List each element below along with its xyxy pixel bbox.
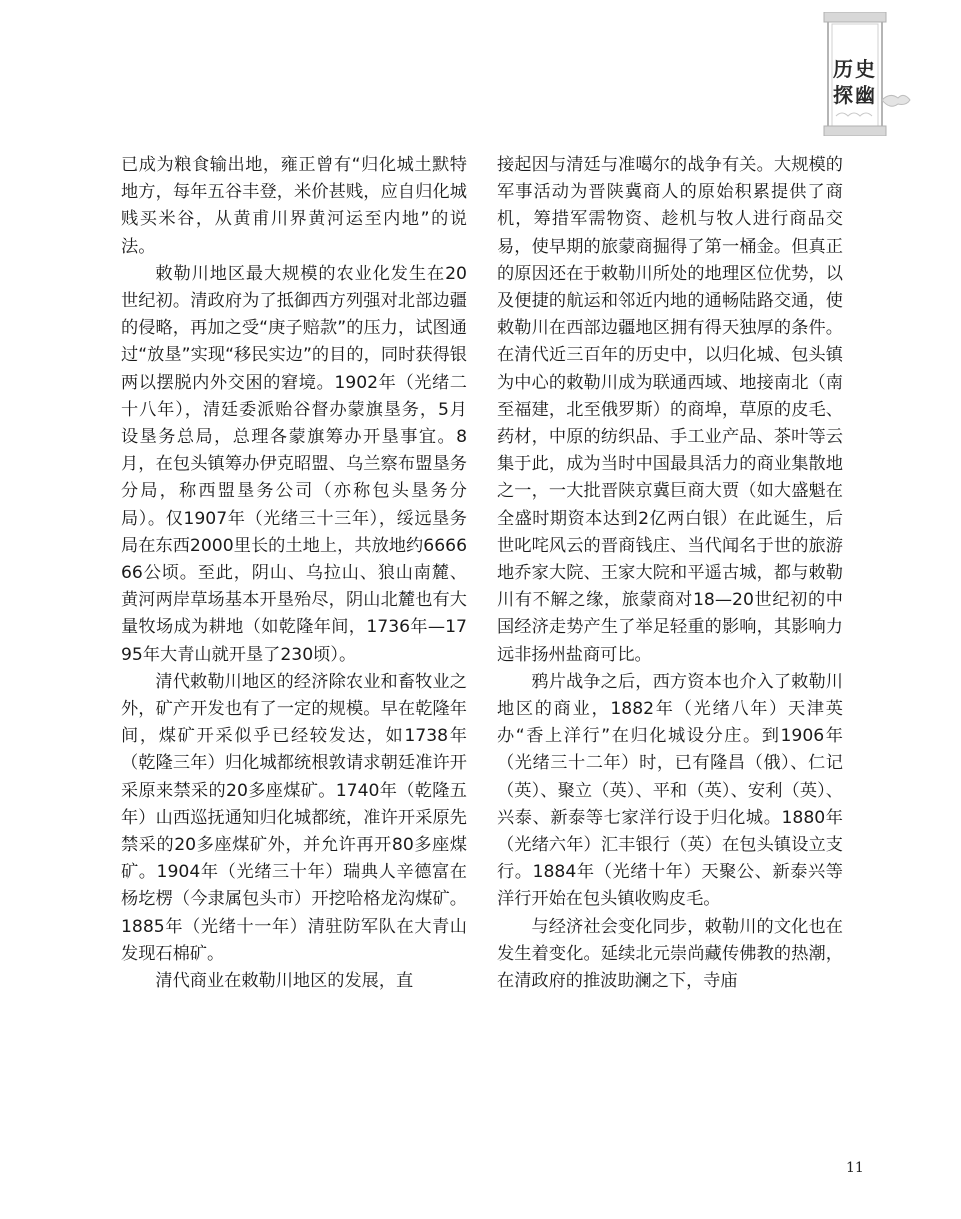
section-tag-line1: 历史 [833, 57, 877, 81]
paragraph: 鸦片战争之后，西方资本也介入了敕勒川地区的商业，1882年（光绪八年）天津英办“香上洋行”在归化城设分庄。到1906年（光绪三十二年）时，已有隆昌（俄）、仁记（英）、聚立（英）、平和（英）、安利（英）、兴泰、新泰等七家洋行设于归化城。1880年（光绪六年）汇丰银行（英）在包头镇设立支行。1884年（光绪十年）天聚公、新泰兴等洋行开始在包头镇收购皮毛。 [497, 671, 843, 910]
page-number: 11 [846, 1160, 864, 1176]
paragraph: 已成为粮食输出地，雍正曾有“归化城土默特地方，每年五谷丰登，米价甚贱，应自归化城贱买米谷，从黄甫川界黄河运至内地”的说法。 [121, 155, 467, 257]
section-tag [822, 12, 888, 136]
right-column [497, 152, 843, 995]
paragraph: 敕勒川地区最大规模的农业化发生在20世纪初。清政府为了抵御西方列强对北部边疆的侵略，再加之受“庚子赔款”的压力，试图通过“放垦”实现“移民实边”的目的，同时获得银两以摆脱内外交困的窘境。1902年（光绪二十八年），清廷委派贻谷督办蒙旗垦务，5月设垦务总局，总理各蒙旗筹办开垦事宜。8月，在包头镇筹办伊克昭盟、乌兰察布盟垦务分局，称西盟垦务公司（亦称包头垦务分局）。仅1907年（光绪三十三年），绥远垦务局在东西2000里长的土地上，共放地约666666公顷。至此，阴山、乌拉山、狼山南麓、黄河两岸草场基本开垦殆尽，阴山北麓也有大量牧场成为耕地（如乾隆年间，1736年—1795年大青山就开垦了230顷）。 [121, 263, 467, 665]
paragraph: 清代敕勒川地区的经济除农业和畜牧业之外，矿产开发也有了一定的规模。早在乾隆年间，煤矿开采似乎已经较发达，如1738年（乾隆三年）归化城都统根敦请求朝廷准许开采原来禁采的20多座煤矿。1740年（乾隆五年）山西巡抚通知归化城都统，准许开采原先禁采的20多座煤矿外，并允许再开80多座煤矿。1904年（光绪三十年）瑞典人辛德富在杨圪楞（今隶属包头市）开挖哈格龙沟煤矿。1885年（光绪十一年）清驻防军队在大青山发现石棉矿。 [121, 671, 467, 964]
paragraph: 清代商业在敕勒川地区的发展，直 [155, 971, 414, 992]
section-tag-line2: 探幽 [833, 83, 877, 107]
paragraph: 接起因与清廷与准噶尔的战争有关。大规模的军事活动为晋陕冀商人的原始积累提供了商机，筹措军需物资、趁机与牧人进行商品交易，使早期的旅蒙商掘得了第一桶金。但真正的原因还在于敕勒川所处的地理区位优势，以及便捷的航运和邻近内地的通畅陆路交通，使敕勒川在西部边疆地区拥有得天独厚的条件。在清代近三百年的历史中，以归化城、包头镇为中心的敕勒川成为联通西域、地接南北（南至福建，北至俄罗斯）的商埠，草原的皮毛、药材，中原的纺织品、手工业产品、茶叶等云集于此，成为当时中国最具活力的商业集散地之一，一大批晋陕京冀巨商大贾（如大盛魁在全盛时期资本达到2亿两白银）在此诞生，后世叱咤风云的晋商钱庄、当代闻名于世的旅游地乔家大院、王家大院和平遥古城，都与敕勒川有不解之缘，旅蒙商对18—20世纪初的中国经济走势产生了举足轻重的影响，其影响力远非扬州盐商可比。 [497, 155, 843, 665]
paragraph: 与经济社会变化同步，敕勒川的文化也在发生着变化。延续北元崇尚藏传佛教的热潮，在清政府的推波助澜之下，寺庙 [497, 916, 843, 992]
left-column [121, 152, 467, 995]
